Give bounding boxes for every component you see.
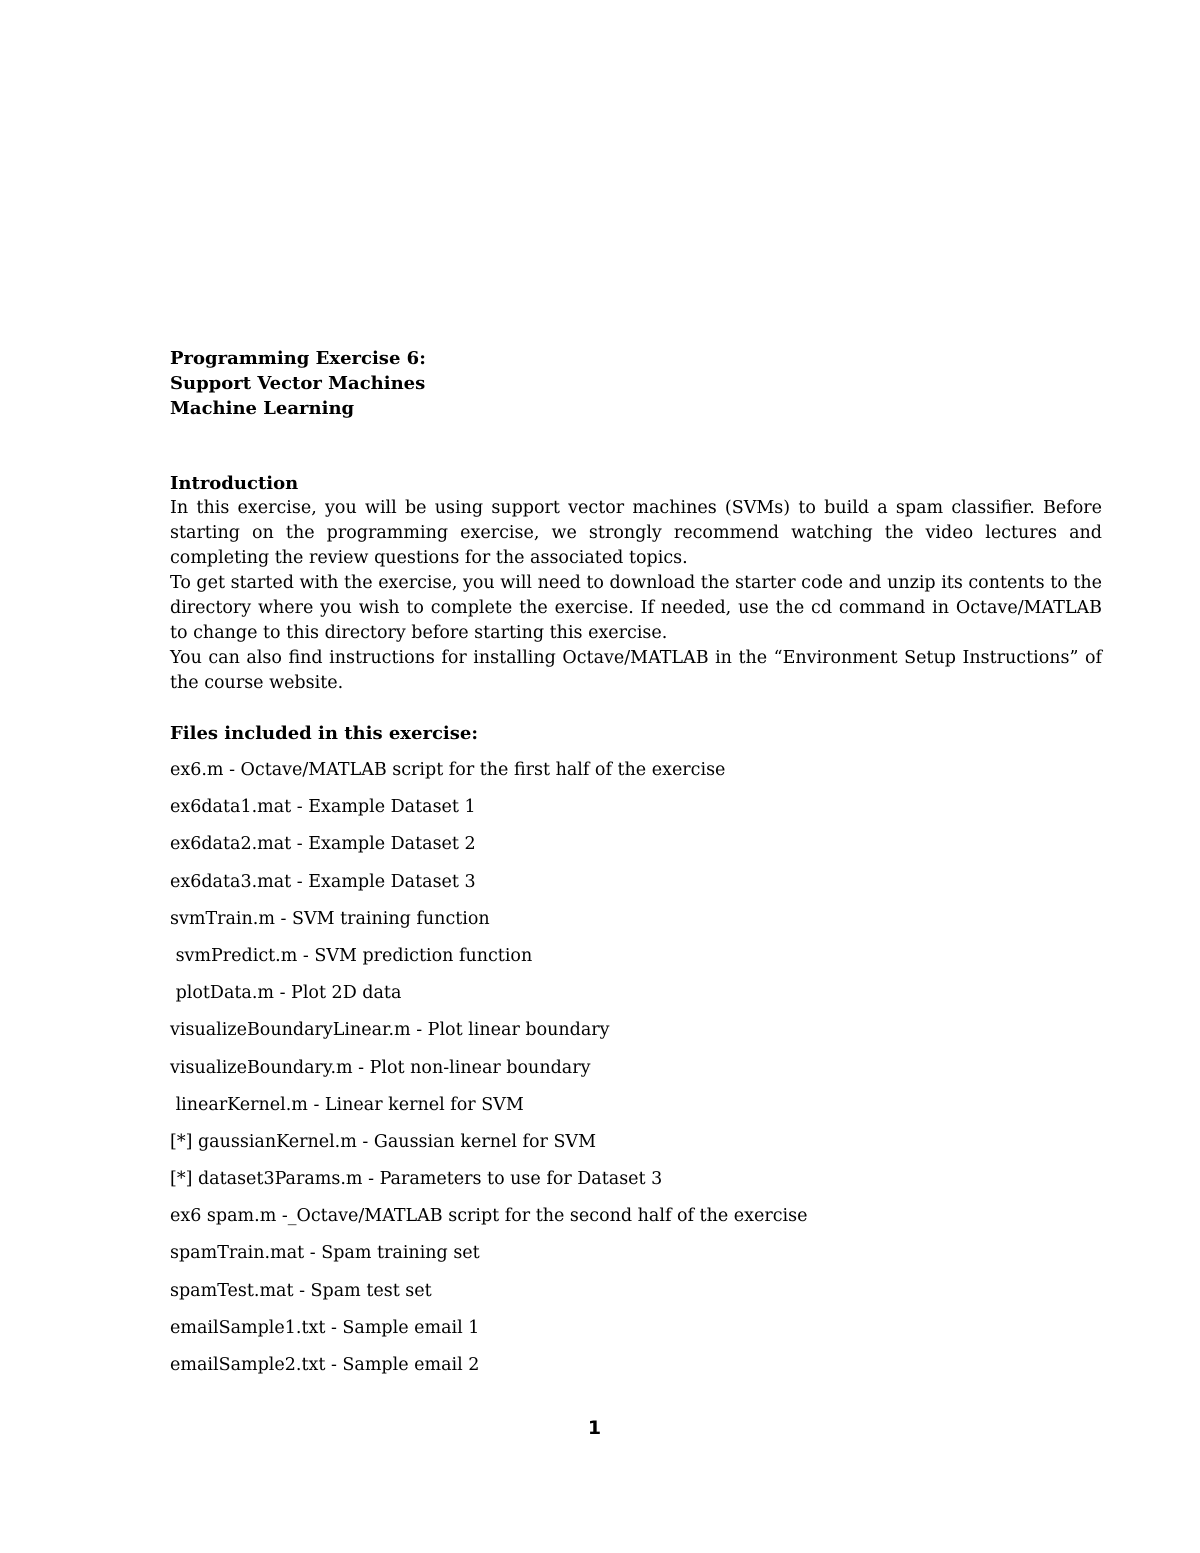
introduction-paragraph-2: To get started with the exercise, you will need to download the starter code and unzip its contents to the directory where you wish to complete the exercise. If needed, use the cd command in Octave/MATLAB to change to this directory before starting this exercise. bbox=[170, 573, 1103, 643]
list-item: ex6data2.mat - Example Dataset 2 bbox=[170, 834, 476, 855]
list-item: [*] dataset3Params.m - Parameters to use for Dataset 3 bbox=[170, 1169, 663, 1190]
list-item: emailSample1.txt - Sample email 1 bbox=[170, 1317, 480, 1338]
page-number: 1 bbox=[587, 1417, 602, 1439]
list-item: ex6data1.mat - Example Dataset 1 bbox=[170, 797, 476, 818]
list-item: spamTrain.mat - Spam training set bbox=[170, 1243, 480, 1264]
title-line-2: Support Vector Machines bbox=[170, 373, 426, 394]
list-item: [*] gaussianKernel.m - Gaussian kernel for SVM bbox=[170, 1131, 596, 1152]
list-item: svmPredict.m - SVM prediction function bbox=[170, 945, 533, 966]
list-item: ex6.m - Octave/MATLAB script for the first half of the exercise bbox=[170, 760, 726, 780]
list-item: linearKernel.m - Linear kernel for SVM bbox=[170, 1094, 524, 1115]
files-heading: Files included in this exercise: bbox=[170, 723, 478, 744]
title-line-1: Programming Exercise 6: bbox=[170, 348, 426, 369]
list-item: visualizeBoundary.m - Plot non-linear boundary bbox=[170, 1057, 591, 1078]
list-item: visualizeBoundaryLinear.m - Plot linear boundary bbox=[170, 1020, 610, 1041]
page-content bbox=[170, 346, 1102, 1390]
list-item: spamTest.mat - Spam test set bbox=[170, 1280, 432, 1301]
introduction-heading: Introduction bbox=[170, 473, 299, 494]
introduction-paragraph-1: In this exercise, you will be using support vector machines (SVMs) to build a spam classifier. Before starting on the programming exercise, we strongly recommend watching the video lectures and completing the review questions for the associated topics. bbox=[170, 498, 1102, 568]
list-item: emailSample2.txt - Sample email 2 bbox=[170, 1355, 480, 1375]
list-item: plotData.m - Plot 2D data bbox=[170, 983, 402, 1004]
introduction-paragraph-3: You can also find instructions for installing Octave/MATLAB in the “Environment Setup Instructions” of the course website. bbox=[170, 648, 1102, 693]
file-list bbox=[170, 758, 1102, 1390]
list-item: svmTrain.m - SVM training function bbox=[170, 908, 490, 929]
title-line-3: Machine Learning bbox=[170, 398, 355, 419]
list-item: ex6data3.mat - Example Dataset 3 bbox=[170, 871, 476, 892]
list-item: ex6 spam.m -_Octave/MATLAB script for the second half of the exercise bbox=[170, 1206, 808, 1227]
